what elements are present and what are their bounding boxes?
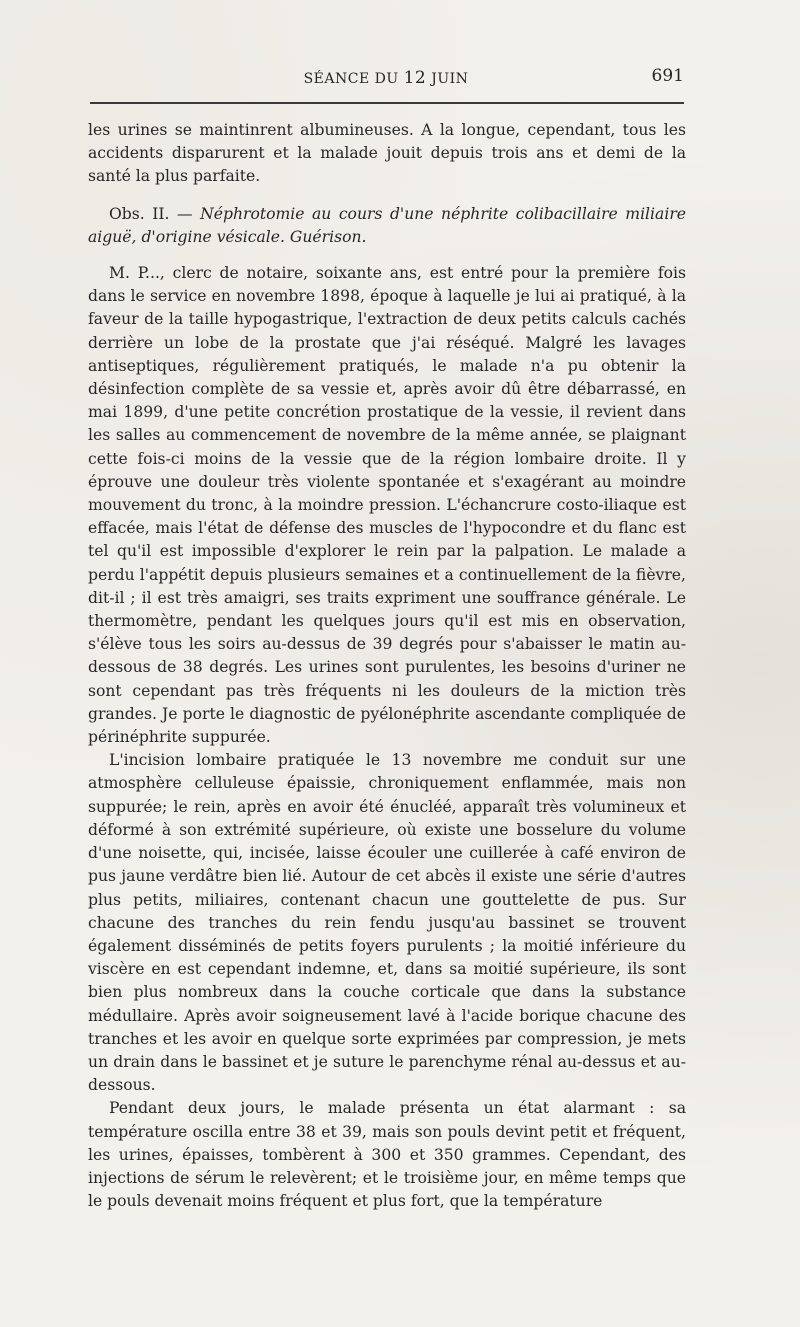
paragraph-case-history: M. P..., clerc de notaire, soixante ans, est entré pour la première fois dans le service en novembre 1898, époque à laquelle je lui ai pratiqué, à la faveur de la taille hypogastrique, l'extraction de deux petits calculs cachés derrière un lobe de la prostate que j'ai réséqué. Malgré les lavages antiseptiques, régulièrement pratiqués, le malade n'a pu obtenir la désinfection complète de sa vessie et, après avoir dû être débarrassé, en mai 1899, d'une petite concrétion prostatique de la vessie, il revient dans les salles au commencement de novembre de la même année, se plaignant cette fois-ci moins de la vessie que de la région lombaire droite. Il y éprouve une douleur très violente spontanée et s'exagérant au moindre mouvement du tronc, à la moindre pression. L'échancrure costo-iliaque est effacée, mais l'état de défense des muscles de l'hypocondre et du flanc est tel qu'il est impossible d'explorer le rein par la palpation. Le malade a perdu l'appétit depuis plusieurs semaines et a continuellement de la fièvre, dit-il ; il est très amaigri, ses traits expriment une souffrance générale. Le thermomètre, pendant les quelques jours qu'il est mis en observation, s'élève tous les soirs au-dessus de 39 degrés pour s'abaisser le matin au-dessous de 38 degrés. Les urines sont purulentes, les besoins d'uriner ne sont cependant pas très fréquents ni les douleurs de la miction très grandes. Je porte le diagnostic de pyélonéphrite ascendante compliquée de périnéphrite suppurée. (88, 264, 686, 747)
page-number: 691 (651, 66, 684, 86)
title-day: 12 (403, 68, 427, 88)
observation-label: Obs. II. — (109, 204, 201, 223)
observation-title: Néphrotomie au cours d'une néphrite colibacillaire miliaire aiguë, d'origine vésicale. Guérison. (88, 204, 687, 246)
observation-heading (88, 203, 686, 249)
title-suffix: JUIN (426, 71, 469, 87)
title-prefix: SÉANCE DU (303, 71, 404, 87)
paragraph-postoperative: Pendant deux jours, le malade présenta un état alarmant : sa température oscilla entre 38 et 39, mais son pouls devint petit et fréquent, les urines, épaisses, tombèrent à 300 et 350 grammes. Cependant, des injections de sérum le relevèrent; et le troisième jour, en même temps que le pouls devenait moins fréquent et plus fort, que la température (88, 1099, 686, 1211)
page-header (88, 66, 684, 88)
header-rule (90, 102, 684, 104)
body-text (88, 119, 686, 1213)
running-title (88, 68, 684, 88)
paragraph-operation: L'incision lombaire pratiquée le 13 novembre me conduit sur une atmosphère celluleuse épaissie, chroniquement enflammée, mais non suppurée; le rein, après en avoir été énucléé, apparaît très volumineux et déformé à son extrémité supérieure, où existe une bosselure du volume d'une noisette, qui, incisée, laisse écouler une cuillerée à café environ de pus jaune verdâtre bien lié. Autour de cet abcès il existe une série d'autres plus petits, miliaires, contenant chacun une gouttelette de pus. Sur chacune des tranches du rein fendu jusqu'au bassinet se trouvent également disséminés de petits foyers purulents ; la moitié inférieure du viscère en est cependant indemne, et, dans sa moitié supérieure, ils sont bien plus nombreux dans la couche corticale que dans la substance médullaire. Après avoir soigneusement lavé à l'acide borique chacune des tranches et les avoir en quelque sorte exprimées par compression, je mets un drain dans le bassinet et je suture le parenchyme rénal au-dessus et au-dessous. (88, 751, 686, 1095)
paragraph-continuation: les urines se maintinrent albumineuses. A la longue, cependant, tous les accidents disparurent et la malade jouit depuis trois ans et demi de la santé la plus parfaite. (88, 121, 686, 186)
